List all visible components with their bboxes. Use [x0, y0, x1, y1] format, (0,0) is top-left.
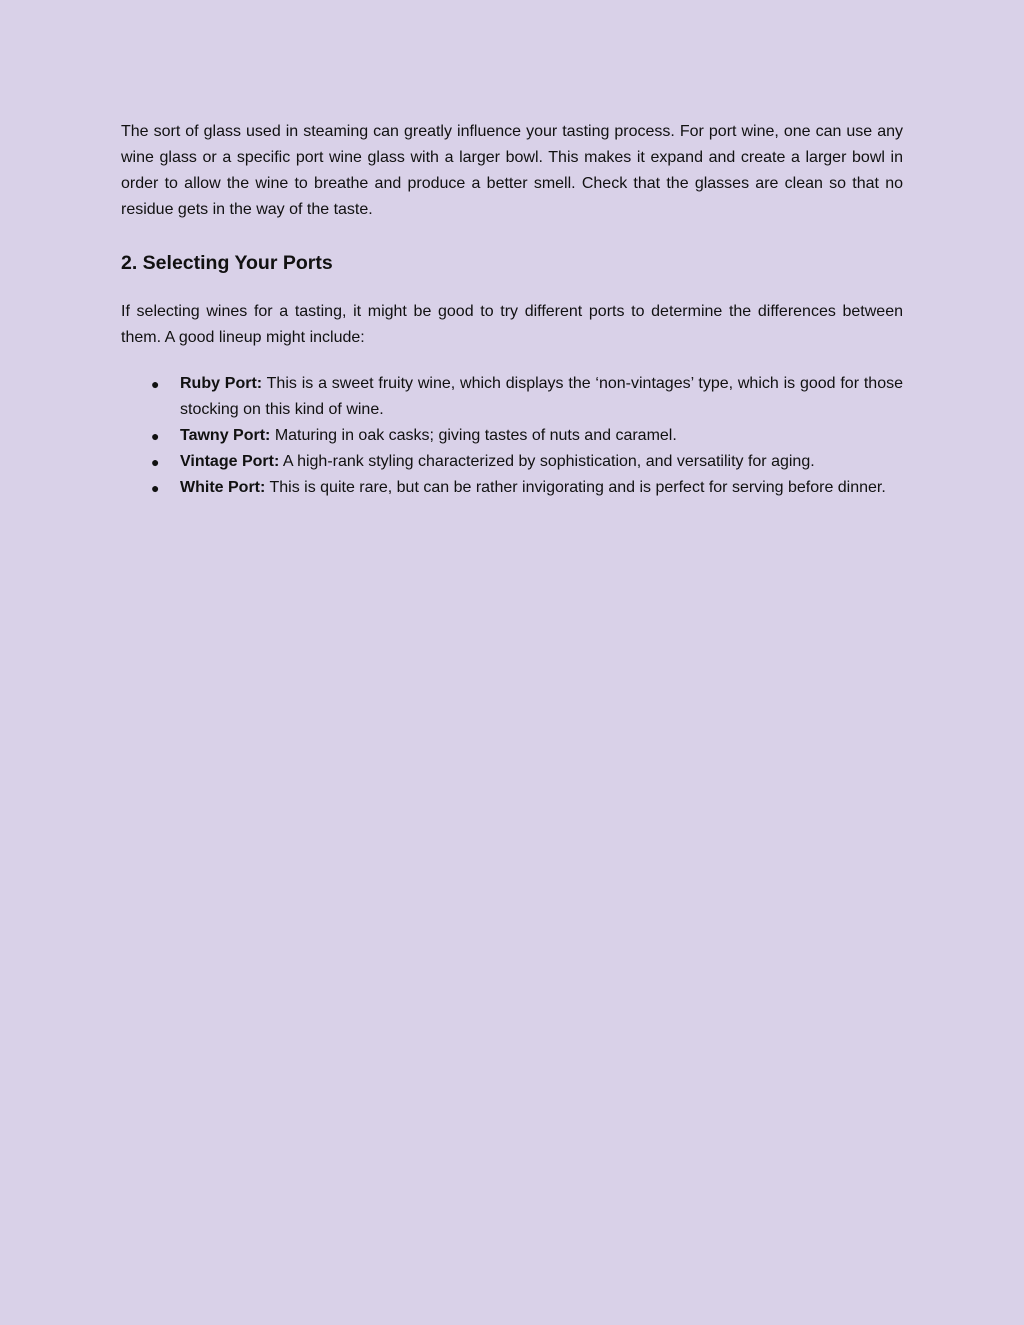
port-description: This is a sweet fruity wine, which displays the ‘non-vintages’ type, which is good for those stocking on this kind of wine.	[180, 375, 903, 418]
bullet-icon: ●	[151, 454, 160, 470]
intro-paragraph: If selecting wines for a tasting, it might be good to try different ports to determine the differences between them. A good lineup might include:	[121, 303, 903, 346]
bullet-icon: ●	[151, 376, 160, 392]
list-item-tawny-port	[121, 423, 903, 449]
glass-paragraph: The sort of glass used in steaming can greatly influence your tasting process. For port wine, one can use any wine glass or a specific port wine glass with a larger bowl. This makes it expand and create a larger bowl in order to allow the wine to breathe and produce a better smell. Check that the glasses are clean so that no residue gets in the way of the taste.	[121, 123, 903, 218]
port-term: Ruby Port:	[180, 375, 263, 392]
port-description: Maturing in oak casks; giving tastes of nuts and caramel.	[270, 427, 677, 444]
page-content	[121, 119, 903, 501]
list-item-vintage-port	[121, 449, 903, 475]
port-description: This is quite rare, but can be rather invigorating and is perfect for serving before dinner.	[265, 479, 886, 496]
port-term: White Port:	[180, 479, 266, 496]
section-heading: 2. Selecting Your Ports	[121, 252, 333, 274]
list-item-white-port	[121, 475, 903, 501]
bullet-icon: ●	[151, 480, 160, 496]
port-term: Vintage Port:	[180, 453, 280, 470]
port-term: Tawny Port:	[180, 427, 271, 444]
list-item-ruby-port	[121, 371, 903, 423]
port-description: A high-rank styling characterized by sophistication, and versatility for aging.	[279, 453, 815, 470]
bullet-icon: ●	[151, 428, 160, 444]
port-list	[121, 371, 903, 501]
